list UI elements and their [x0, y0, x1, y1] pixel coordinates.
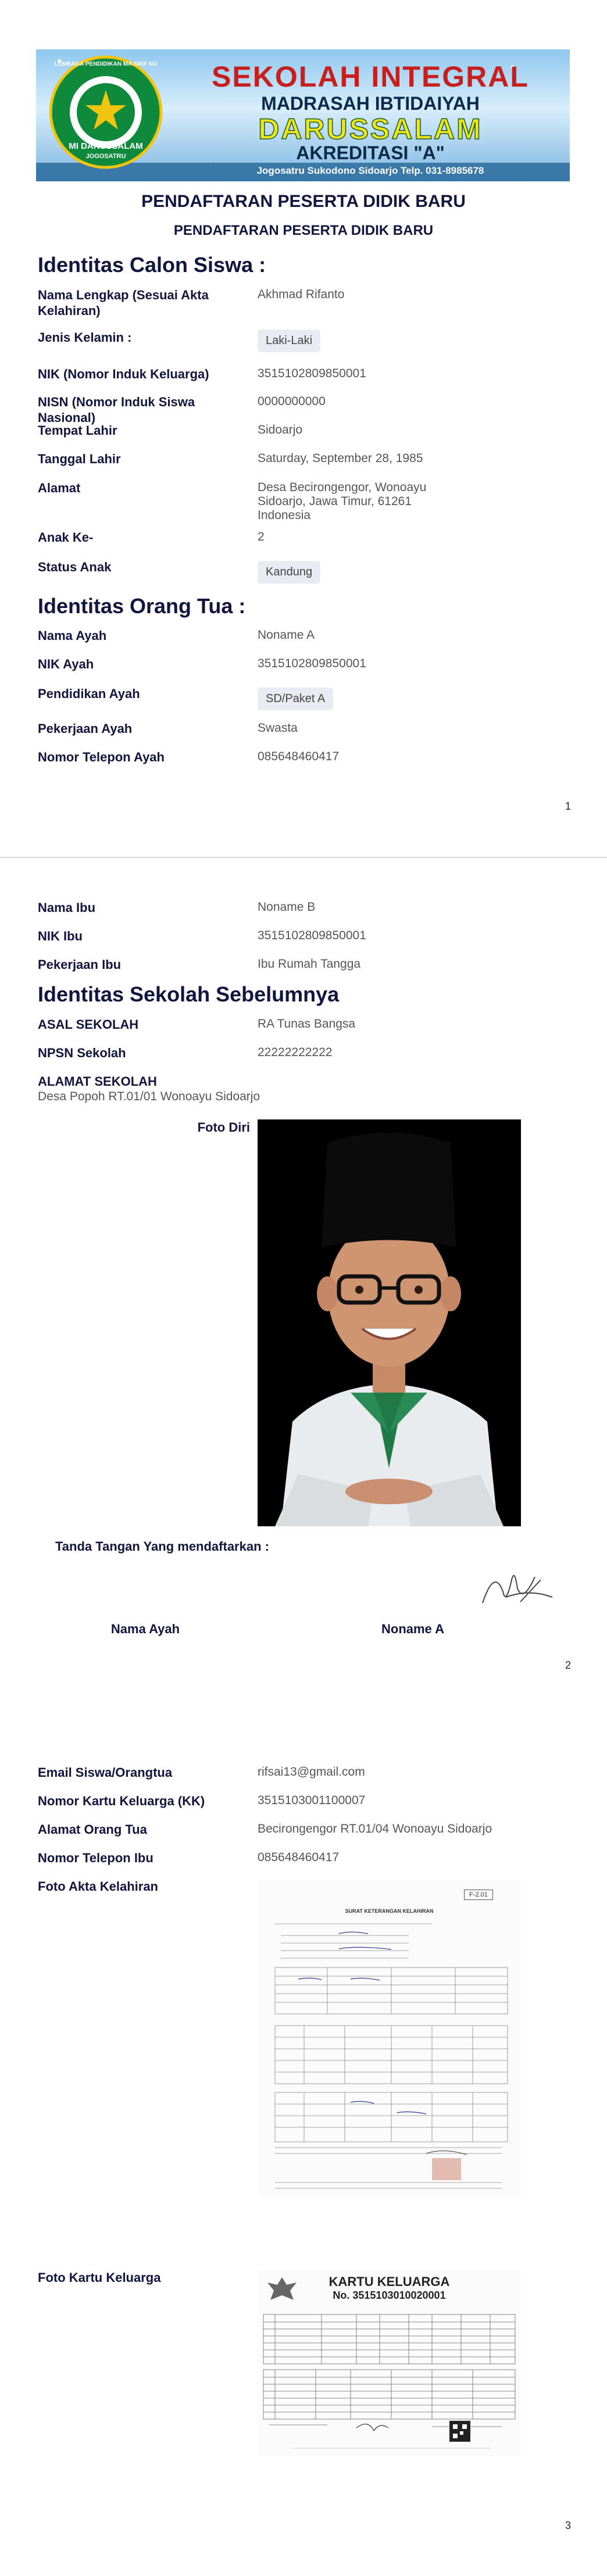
value-jenis-kelamin: Laki-Laki	[258, 330, 320, 352]
banner-line1: SEKOLAH INTEGRAL	[212, 60, 529, 93]
label-nisn: NISN (Nomor Induk Siswa Nasional)	[38, 395, 195, 425]
page-title: PENDAFTARAN PESERTA DIDIK BARU	[141, 192, 466, 211]
label-nama-ibu: Nama Ibu	[38, 900, 96, 915]
section-sekolah-sebelumnya: Identitas Sekolah Sebelumnya	[38, 982, 340, 1006]
banner-line4: AKREDITASI "A"	[296, 142, 445, 163]
label-foto-diri: Foto Diri	[197, 1120, 250, 1135]
label-alamat-ortu: Alamat Orang Tua	[38, 1822, 147, 1837]
label-nik: NIK (Nomor Induk Keluarga)	[38, 367, 209, 381]
value-tempat-lahir: Sidoarjo	[258, 423, 303, 437]
value-anak-ke: 2	[258, 530, 265, 543]
label-tempat-lahir: Tempat Lahir	[38, 423, 117, 438]
family-card-image	[258, 2271, 521, 2456]
value-nama-lengkap: Akhmad Rifanto	[258, 288, 345, 301]
kk-number: No. 3515103010020001	[333, 2289, 446, 2301]
section-identitas-ortu: Identitas Orang Tua :	[38, 594, 246, 618]
school-banner	[36, 49, 570, 181]
label-tanda-tangan: Tanda Tangan Yang mendaftarkan :	[55, 1539, 269, 1554]
banner-line3: DARUSSALAM	[258, 113, 483, 145]
banner-address: Jogosatru Sukodono Sidoarjo Telp. 031-8985678	[256, 165, 484, 176]
page-3	[0, 1718, 607, 2576]
label-alamat: Alamat	[38, 481, 81, 495]
label-pekerjaan-ayah: Pekerjaan Ayah	[38, 721, 133, 736]
birth-certificate-image	[258, 1880, 521, 2197]
label-npsn: NPSN Sekolah	[38, 1046, 126, 1060]
label-pendidikan-ayah: Pendidikan Ayah	[38, 686, 140, 701]
label-jenis-kelamin: Jenis Kelamin :	[38, 330, 132, 345]
value-alamat-ortu: Becirongengor RT.01/04 Wonoayu Sidoarjo	[258, 1822, 492, 1836]
value-nik-ayah: 3515102809850001	[258, 657, 366, 670]
value-nomor-kk: 3515103001100007	[258, 1794, 366, 1807]
page-1	[0, 0, 607, 854]
value-pekerjaan-ayah: Swasta	[258, 721, 298, 735]
label-nama-ayah: Nama Ayah	[38, 628, 107, 643]
value-alamat-line3: Indonesia	[258, 509, 311, 522]
value-nama-ibu: Noname B	[258, 900, 316, 914]
label-foto-akta: Foto Akta Kelahiran	[38, 1879, 158, 1894]
label-alamat-sekolah: ALAMAT SEKOLAH	[38, 1074, 157, 1089]
value-nisn: 0000000000	[258, 395, 326, 408]
value-nik-ibu: 3515102809850001	[258, 929, 366, 942]
value-asal-sekolah: RA Tunas Bangsa	[258, 1017, 356, 1031]
value-status-anak: Kandung	[258, 561, 320, 584]
label-pekerjaan-ibu: Pekerjaan Ibu	[38, 957, 122, 972]
value-alamat-line1: Desa Becirongengor, Wonoayu	[258, 481, 427, 494]
student-photo	[258, 1119, 521, 1526]
value-email: rifsai13@gmail.com	[258, 1765, 365, 1779]
label-nama-lengkap: Nama Lengkap (Sesuai Akta Kelahiran)	[38, 288, 209, 318]
value-telp-ibu: 085648460417	[258, 1851, 340, 1864]
label-telp-ayah: Nomor Telepon Ayah	[38, 750, 165, 764]
label-status-anak: Status Anak	[38, 560, 112, 574]
logo-name-text: MI DARUSSALAM	[69, 141, 143, 151]
page-number-2: 2	[565, 1659, 572, 1671]
value-npsn: 22222222222	[258, 1046, 333, 1059]
page-separator	[0, 857, 607, 858]
logo-city-text: JOGOSATRU	[85, 153, 126, 160]
value-nik: 3515102809850001	[258, 367, 366, 380]
page-number-3: 3	[565, 2520, 572, 2531]
label-tanggal-lahir: Tanggal Lahir	[38, 452, 121, 466]
value-alamat-sekolah: Desa Popoh RT.01/01 Wonoayu Sidoarjo	[38, 1090, 260, 1103]
value-telp-ayah: 085648460417	[258, 750, 340, 763]
banner-line2: MADRASAH IBTIDAIYAH	[261, 93, 480, 114]
label-telp-ibu: Nomor Telepon Ibu	[38, 1851, 153, 1865]
label-anak-ke: Anak Ke-	[38, 530, 94, 545]
page-subtitle: PENDAFTARAN PESERTA DIDIK BARU	[173, 223, 434, 238]
value-tanggal-lahir: Saturday, September 28, 1985	[258, 452, 423, 465]
kk-table-lines	[258, 2271, 521, 2456]
value-alamat-line2: Sidoarjo, Jawa Timur, 61261	[258, 495, 412, 508]
akta-title: SURAT KETERANGAN KELAHIRAN	[345, 1908, 434, 1914]
label-nomor-kk: Nomor Kartu Keluarga (KK)	[38, 1794, 205, 1808]
label-foto-kk: Foto Kartu Keluarga	[38, 2270, 161, 2285]
label-email: Email Siswa/Orangtua	[38, 1765, 173, 1780]
akta-tag: F-2.01	[464, 1890, 493, 1900]
value-pendidikan-ayah: SD/Paket A	[258, 688, 333, 710]
signature-icon	[471, 1557, 558, 1615]
sign-name: Noname A	[381, 1622, 444, 1636]
student-photo-image	[258, 1119, 521, 1526]
sign-role: Nama Ayah	[110, 1622, 180, 1636]
logo-lembaga-text: LEMBAGA PENDIDIKAN MA'ARIF NU	[54, 61, 158, 67]
page-number-1: 1	[565, 800, 572, 812]
page-2	[0, 859, 607, 1713]
akta-document-lines	[258, 1880, 521, 2197]
label-nik-ibu: NIK Ibu	[38, 929, 83, 943]
label-asal-sekolah: ASAL SEKOLAH	[38, 1017, 139, 1032]
value-pekerjaan-ibu: Ibu Rumah Tangga	[258, 957, 361, 971]
value-nama-ayah: Noname A	[258, 628, 315, 642]
kk-title: KARTU KELUARGA	[329, 2274, 450, 2289]
school-logo	[48, 54, 164, 170]
section-identitas-siswa: Identitas Calon Siswa :	[38, 253, 266, 277]
label-nik-ayah: NIK Ayah	[38, 657, 94, 671]
